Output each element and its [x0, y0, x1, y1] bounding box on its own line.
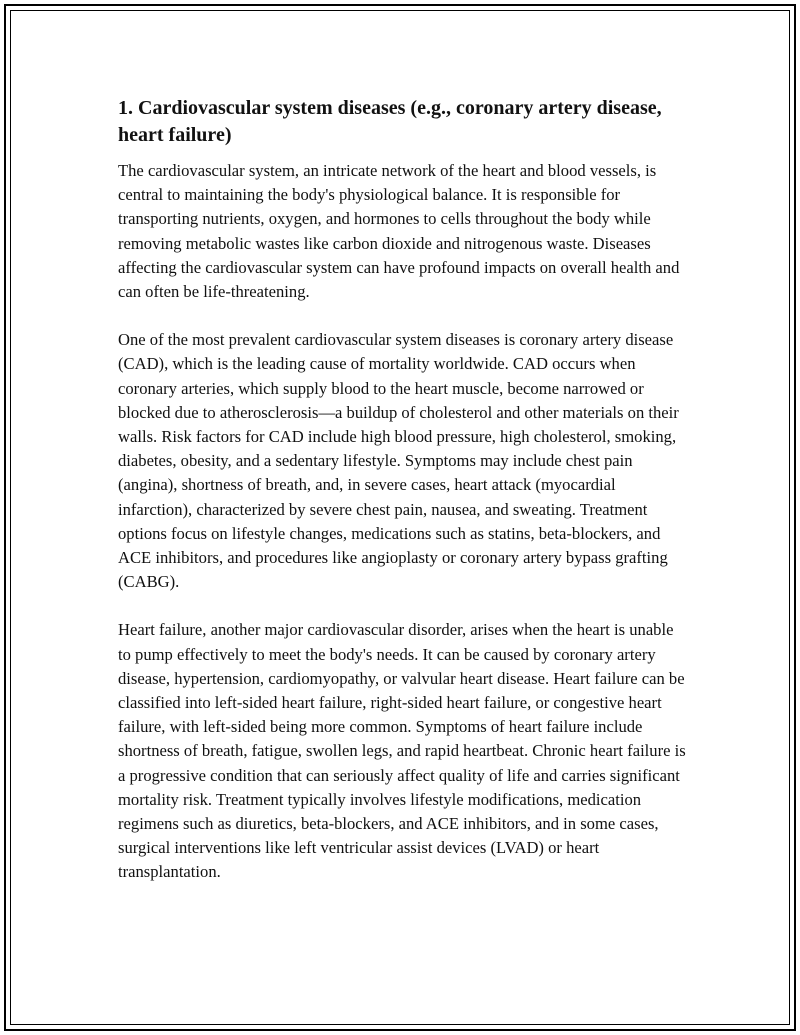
document-body: [118, 95, 686, 909]
section-heading: 1. Cardiovascular system diseases (e.g., coronary artery disease, heart failure): [118, 97, 662, 146]
paragraph-heart-failure: Heart failure, another major cardiovascular disorder, arises when the heart is unable to pump effectively to meet the body's needs. It can be caused by coronary artery disease, hypertension, cardiomyopathy, or valvular heart disease. Heart failure can be classified into left-sided heart failure, right-sided heart failure, or congestive heart failure, with left-sided being more common. Symptoms of heart failure include shortness of breath, fatigue, swollen legs, and rapid heartbeat. Chronic heart failure is a progressive condition that can seriously affect quality of life and carries significant mortality risk. Treatment typically involves lifestyle modifications, medication regimens such as diuretics, beta-blockers, and ACE inhibitors, and in some cases, surgical interventions like left ventricular assist devices (LVAD) or heart transplantation.: [118, 620, 686, 882]
paragraph-coronary-artery-disease: One of the most prevalent cardiovascular system diseases is coronary artery disease (CAD), which is the leading cause of mortality worldwide. CAD occurs when coronary arteries, which supply blood to the heart muscle, become narrowed or blocked due to atherosclerosis—a buildup of cholesterol and other materials on their walls. Risk factors for CAD include high blood pressure, high cholesterol, smoking, diabetes, obesity, and a sedentary lifestyle. Symptoms may include chest pain (angina), shortness of breath, and, in severe cases, heart attack (myocardial infarction), characterized by severe chest pain, nausea, and sweating. Treatment options focus on lifestyle changes, medications such as statins, beta-blockers, and ACE inhibitors, and procedures like angioplasty or coronary artery bypass grafting (CABG).: [118, 330, 679, 592]
paragraph-intro: The cardiovascular system, an intricate network of the heart and blood vessels, is central to maintaining the body's physiological balance. It is responsible for transporting nutrients, oxygen, and hormones to cells throughout the body while removing metabolic wastes like carbon dioxide and nitrogenous waste. Diseases affecting the cardiovascular system can have profound impacts on overall health and can often be life-threatening.: [118, 161, 680, 302]
